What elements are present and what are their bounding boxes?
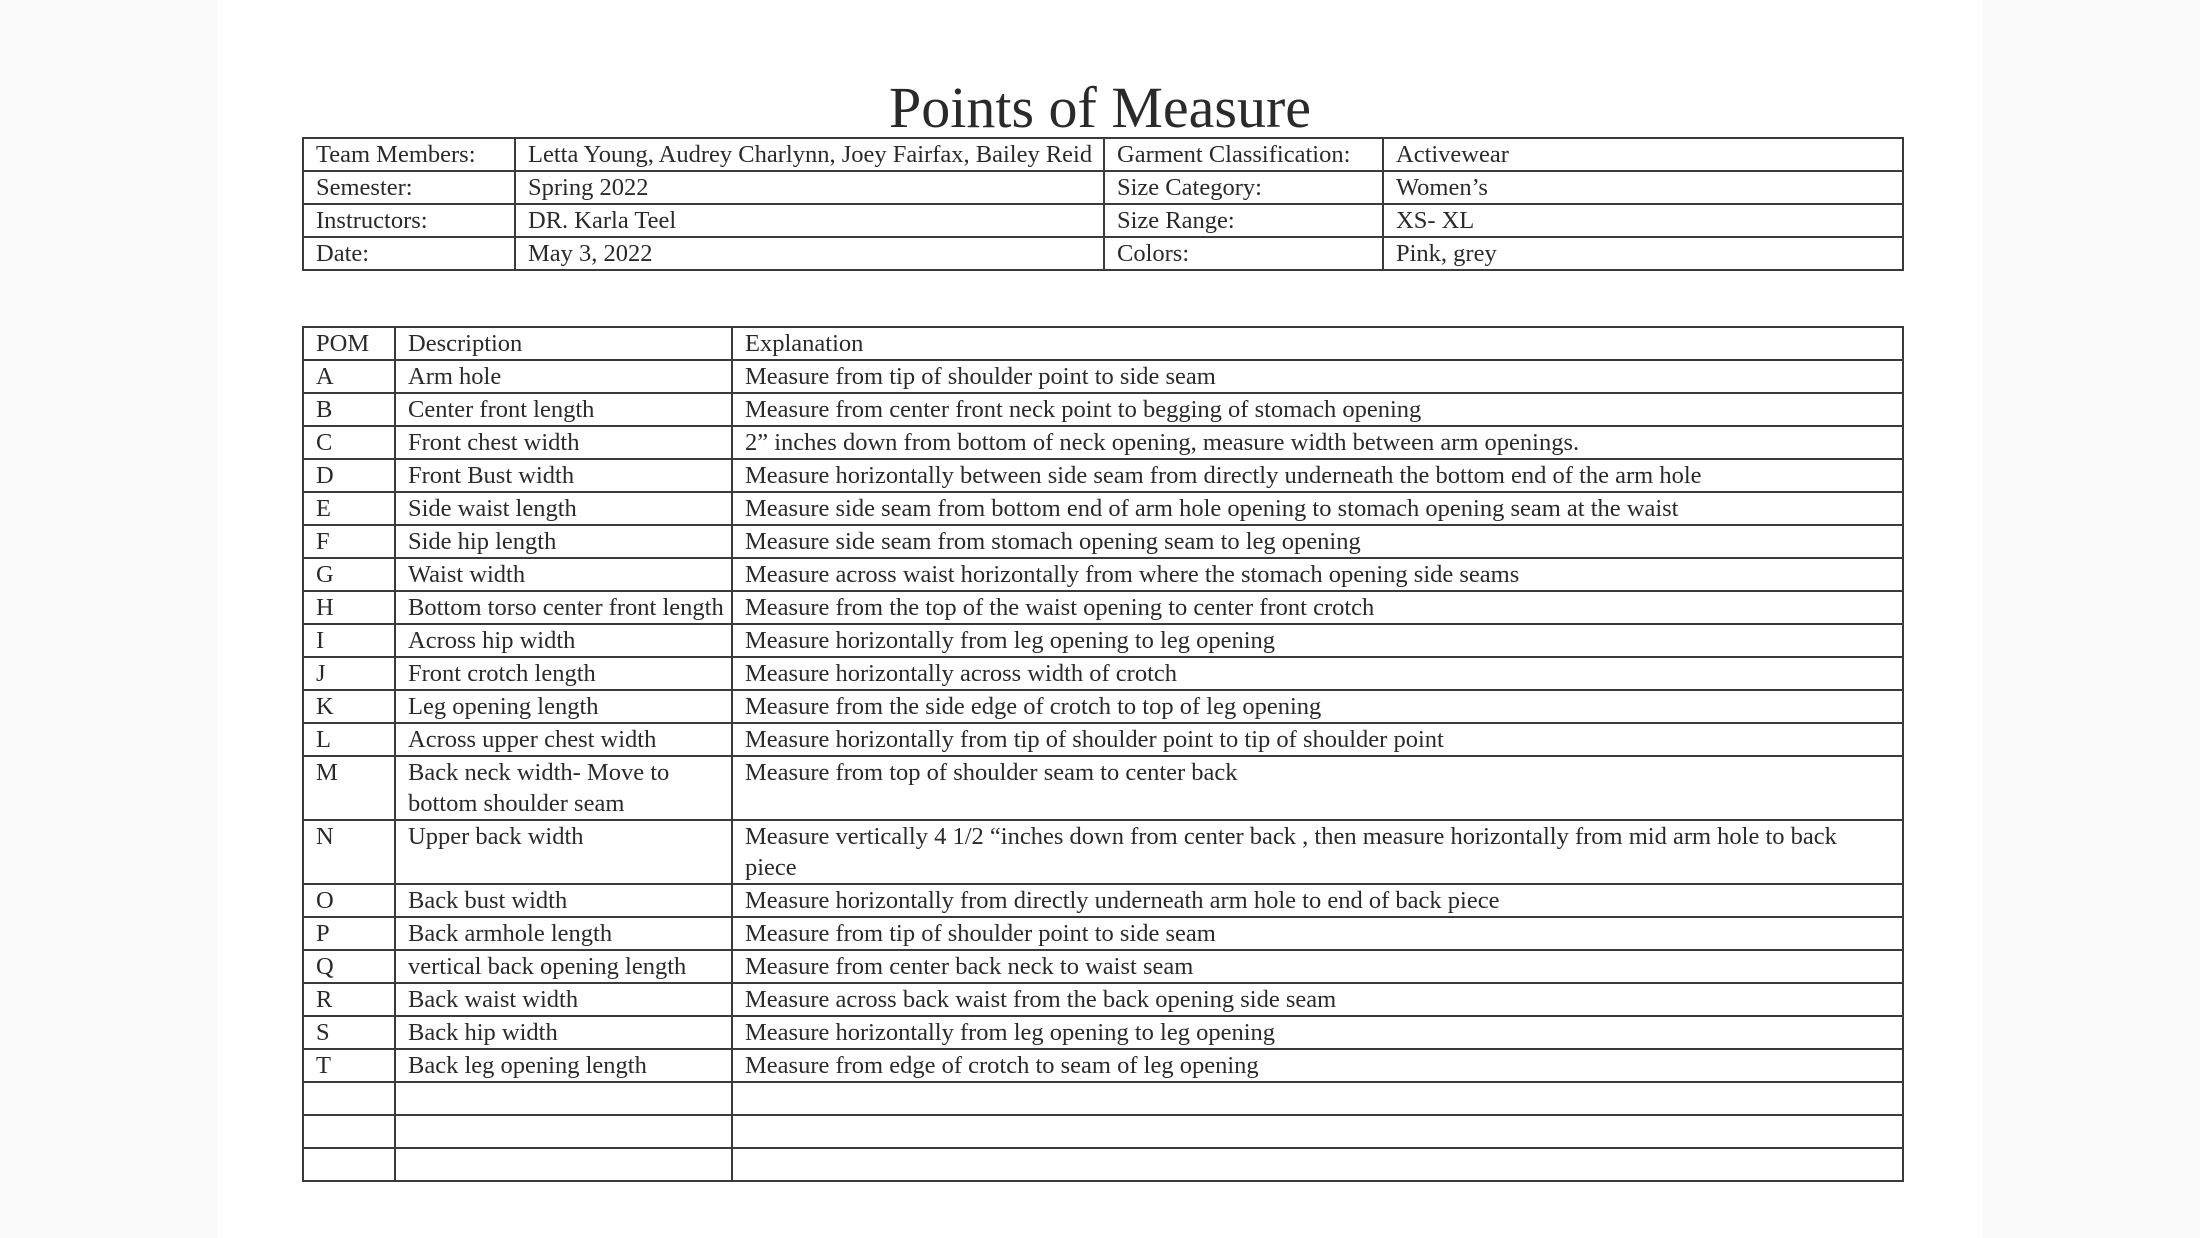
pom-explanation: Measure from center back neck to waist seam — [732, 950, 1903, 983]
header-pom: POM — [303, 327, 395, 360]
table-row — [303, 1082, 1903, 1115]
table-row — [303, 360, 1903, 393]
info-row — [303, 237, 1903, 270]
pom-code: L — [303, 723, 395, 756]
pom-description: Back waist width — [395, 983, 732, 1016]
pom-code: P — [303, 917, 395, 950]
pom-description: Leg opening length — [395, 690, 732, 723]
pom-code: S — [303, 1016, 395, 1049]
pom-description: Waist width — [395, 558, 732, 591]
pom-explanation: Measure from the top of the waist opening to center front crotch — [732, 591, 1903, 624]
table-header-row — [303, 327, 1903, 360]
pom-code: M — [303, 756, 395, 820]
page-title: Points of Measure — [888, 75, 1312, 140]
pom-explanation: Measure from center front neck point to begging of stomach opening — [732, 393, 1903, 426]
table-row — [303, 624, 1903, 657]
table-row — [303, 820, 1903, 884]
pom-description — [395, 1115, 732, 1148]
pom-code: O — [303, 884, 395, 917]
info-label: Colors: — [1104, 237, 1383, 270]
pom-explanation: Measure across waist horizontally from where the stomach opening side seams — [732, 558, 1903, 591]
pom-explanation: 2” inches down from bottom of neck opening, measure width between arm openings. — [732, 426, 1903, 459]
pom-explanation: Measure horizontally from leg opening to leg opening — [732, 624, 1903, 657]
pom-code: K — [303, 690, 395, 723]
pom-description: Front crotch length — [395, 657, 732, 690]
table-row — [303, 1115, 1903, 1148]
table-row — [303, 591, 1903, 624]
pom-description: Side waist length — [395, 492, 732, 525]
info-row — [303, 171, 1903, 204]
pom-description: Back bust width — [395, 884, 732, 917]
pom-description: Upper back width — [395, 820, 732, 884]
info-label: Instructors: — [303, 204, 515, 237]
table-row — [303, 723, 1903, 756]
table-row — [303, 950, 1903, 983]
table-row — [303, 492, 1903, 525]
pom-description: Bottom torso center front length — [395, 591, 732, 624]
info-value: May 3, 2022 — [515, 237, 1104, 270]
table-row — [303, 917, 1903, 950]
pom-explanation: Measure from tip of shoulder point to side seam — [732, 917, 1903, 950]
project-info-table — [302, 137, 1904, 271]
info-label: Date: — [303, 237, 515, 270]
pom-code: E — [303, 492, 395, 525]
table-row — [303, 1016, 1903, 1049]
info-value: DR. Karla Teel — [515, 204, 1104, 237]
pom-explanation: Measure from the side edge of crotch to top of leg opening — [732, 690, 1903, 723]
pom-explanation: Measure horizontally from directly underneath arm hole to end of back piece — [732, 884, 1903, 917]
pom-explanation: Measure side seam from stomach opening seam to leg opening — [732, 525, 1903, 558]
table-row — [303, 756, 1903, 820]
pom-code — [303, 1148, 395, 1181]
pom-code: D — [303, 459, 395, 492]
pom-explanation: Measure horizontally between side seam from directly underneath the bottom end of the arm hole — [732, 459, 1903, 492]
pom-code: I — [303, 624, 395, 657]
table-row — [303, 1148, 1903, 1181]
table-row — [303, 459, 1903, 492]
pom-explanation: Measure from edge of crotch to seam of leg opening — [732, 1049, 1903, 1082]
pom-code: N — [303, 820, 395, 884]
info-label: Team Members: — [303, 138, 515, 171]
pom-description: Arm hole — [395, 360, 732, 393]
pom-code — [303, 1082, 395, 1115]
info-row — [303, 204, 1903, 237]
pom-description: Back hip width — [395, 1016, 732, 1049]
pom-explanation: Measure side seam from bottom end of arm hole opening to stomach opening seam at the waist — [732, 492, 1903, 525]
info-row — [303, 138, 1903, 171]
info-value: Activewear — [1383, 138, 1903, 171]
pom-code: T — [303, 1049, 395, 1082]
info-value: Women’s — [1383, 171, 1903, 204]
points-of-measure-table — [302, 326, 1904, 1182]
pom-explanation: Measure across back waist from the back opening side seam — [732, 983, 1903, 1016]
header-description: Description — [395, 327, 732, 360]
pom-explanation: Measure horizontally from leg opening to leg opening — [732, 1016, 1903, 1049]
pom-code: R — [303, 983, 395, 1016]
table-row — [303, 525, 1903, 558]
table-row — [303, 657, 1903, 690]
pom-description: Side hip length — [395, 525, 732, 558]
info-label: Semester: — [303, 171, 515, 204]
pom-description: Center front length — [395, 393, 732, 426]
info-value: Letta Young, Audrey Charlynn, Joey Fairfax, Bailey Reid — [515, 138, 1104, 171]
table-row — [303, 393, 1903, 426]
pom-code: Q — [303, 950, 395, 983]
pom-code — [303, 1115, 395, 1148]
pom-code: J — [303, 657, 395, 690]
info-label: Size Category: — [1104, 171, 1383, 204]
pom-description: Front chest width — [395, 426, 732, 459]
table-row — [303, 690, 1903, 723]
info-value: XS- XL — [1383, 204, 1903, 237]
info-value: Pink, grey — [1383, 237, 1903, 270]
table-row — [303, 558, 1903, 591]
pom-description: Across hip width — [395, 624, 732, 657]
pom-explanation: Measure from tip of shoulder point to side seam — [732, 360, 1903, 393]
pom-explanation — [732, 1082, 1903, 1115]
table-row — [303, 1049, 1903, 1082]
pom-description: Back armhole length — [395, 917, 732, 950]
pom-code: B — [303, 393, 395, 426]
pom-code: A — [303, 360, 395, 393]
pom-explanation: Measure horizontally from tip of shoulder point to tip of shoulder point — [732, 723, 1903, 756]
pom-code: G — [303, 558, 395, 591]
document-page — [218, 0, 1982, 1238]
header-explanation: Explanation — [732, 327, 1903, 360]
pom-description: Back neck width- Move to bottom shoulder seam — [395, 756, 732, 820]
pom-code: C — [303, 426, 395, 459]
table-row — [303, 983, 1903, 1016]
table-row — [303, 884, 1903, 917]
pom-code: F — [303, 525, 395, 558]
pom-explanation — [732, 1115, 1903, 1148]
pom-description — [395, 1082, 732, 1115]
pom-explanation: Measure horizontally across width of crotch — [732, 657, 1903, 690]
info-label: Garment Classification: — [1104, 138, 1383, 171]
table-row — [303, 426, 1903, 459]
pom-code: H — [303, 591, 395, 624]
info-value: Spring 2022 — [515, 171, 1104, 204]
pom-explanation: Measure vertically 4 1/2 “inches down from center back , then measure horizontally from mid arm hole to back piece — [732, 820, 1903, 884]
pom-explanation: Measure from top of shoulder seam to center back — [732, 756, 1903, 820]
pom-description — [395, 1148, 732, 1181]
pom-description: Across upper chest width — [395, 723, 732, 756]
pom-description: vertical back opening length — [395, 950, 732, 983]
info-label: Size Range: — [1104, 204, 1383, 237]
pom-description: Back leg opening length — [395, 1049, 732, 1082]
pom-description: Front Bust width — [395, 459, 732, 492]
pom-explanation — [732, 1148, 1903, 1181]
